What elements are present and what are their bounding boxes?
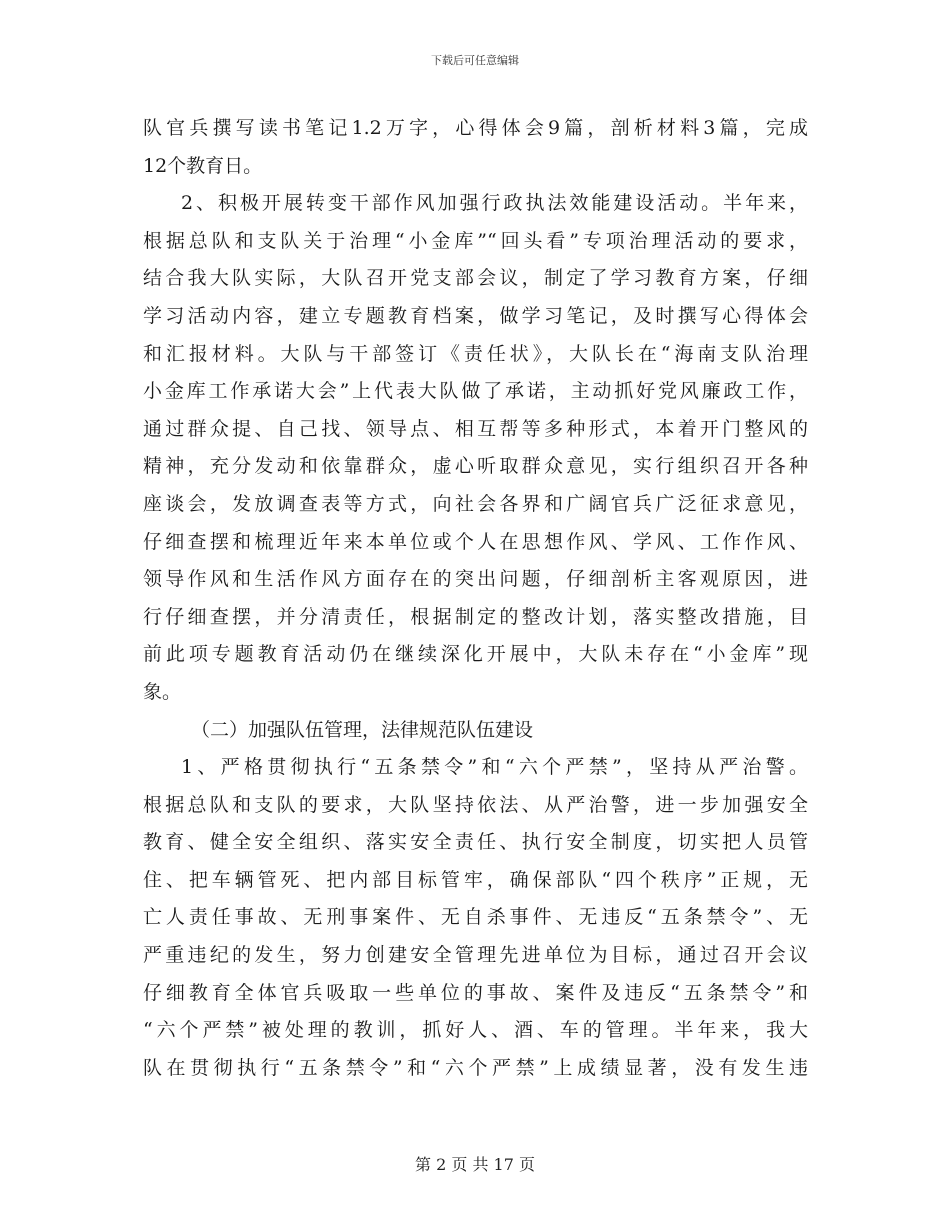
text-line: 象。 xyxy=(143,680,182,703)
page-number-footer: 第 2 页 共 17 页 xyxy=(415,1155,535,1174)
text-line: 严重违纪的发生，努力创建安全管理先进单位为目标，通过召开会议 xyxy=(143,944,808,967)
text-line: 领导作风和生活作风方面存在的突出问题，仔细剖析主客观原因，进 xyxy=(143,568,808,591)
text-line: 和汇报材料。大队与干部签订《责任状》，大队长在“海南支队治理 xyxy=(143,342,808,365)
text-line: 仔细查摆和梳理近年来本单位或个人在思想作风、学风、工作作风、 xyxy=(143,530,808,553)
text-line: 小金库工作承诺大会”上代表大队做了承诺，主动抓好党风廉政工作， xyxy=(143,380,808,403)
text-line: 亡人责任事故、无刑事案件、无自杀事件、无违反“五条禁令”、无 xyxy=(143,906,808,929)
text-line: 队在贯彻执行“五条禁令”和“六个严禁”上成绩显著，没有发生违 xyxy=(143,1056,808,1079)
text-line: 住、把车辆管死、把内部目标管牢，确保部队“四个秩序”正规，无 xyxy=(143,868,808,891)
page-header: 下载后可任意编辑 xyxy=(431,54,519,67)
text-line: 仔细教育全体官兵吸取一些单位的事故、案件及违反“五条禁令”和 xyxy=(143,981,808,1004)
text-line: “六个严禁”被处理的教训，抓好人、酒、车的管理。半年来，我大 xyxy=(143,1019,808,1042)
text-line: 学习活动内容，建立专题教育档案，做学习笔记，及时撰写心得体会 xyxy=(143,304,808,327)
paragraph-start-line: 1、严格贯彻执行“五条禁令”和“六个严禁”，坚持从严治警。 xyxy=(181,756,808,779)
text-line: 精神，充分发动和依靠群众，虚心听取群众意见，实行组织召开各种 xyxy=(143,455,808,478)
paragraph-start-line: 2、积极开展转变干部作风加强行政执法效能建设活动。半年来， xyxy=(181,192,808,215)
text-line: 前此项专题教育活动仍在继续深化开展中，大队未存在“小金库”现 xyxy=(143,643,808,666)
text-line: 12个教育日。 xyxy=(143,154,263,177)
text-line: 座谈会，发放调查表等方式，向社会各界和广阔官兵广泛征求意见， xyxy=(143,492,808,515)
text-line: 通过群众提、自己找、领导点、相互帮等多种形式，本着开门整风的 xyxy=(143,417,808,440)
text-line: 教育、健全安全组织、落实安全责任、执行安全制度，切实把人员管 xyxy=(143,831,808,854)
document-body xyxy=(143,110,808,1087)
text-line: 行仔细查摆，并分清责任，根据制定的整改计划，落实整改措施，目 xyxy=(143,605,808,628)
text-line: 根据总队和支队的要求，大队坚持依法、从严治警，进一步加强安全 xyxy=(143,793,808,816)
text-line: 结合我大队实际，大队召开党支部会议，制定了学习教育方案，仔细 xyxy=(143,267,808,290)
text-line: 队官兵撰写读书笔记1.2万字，心得体会9篇，剖析材料3篇，完成 xyxy=(143,117,808,139)
section-heading: （二）加强队伍管理，法律规范队伍建设 xyxy=(191,718,534,741)
text-line: 根据总队和支队关于治理“小金库”“回头看”专项治理活动的要求， xyxy=(143,229,808,252)
